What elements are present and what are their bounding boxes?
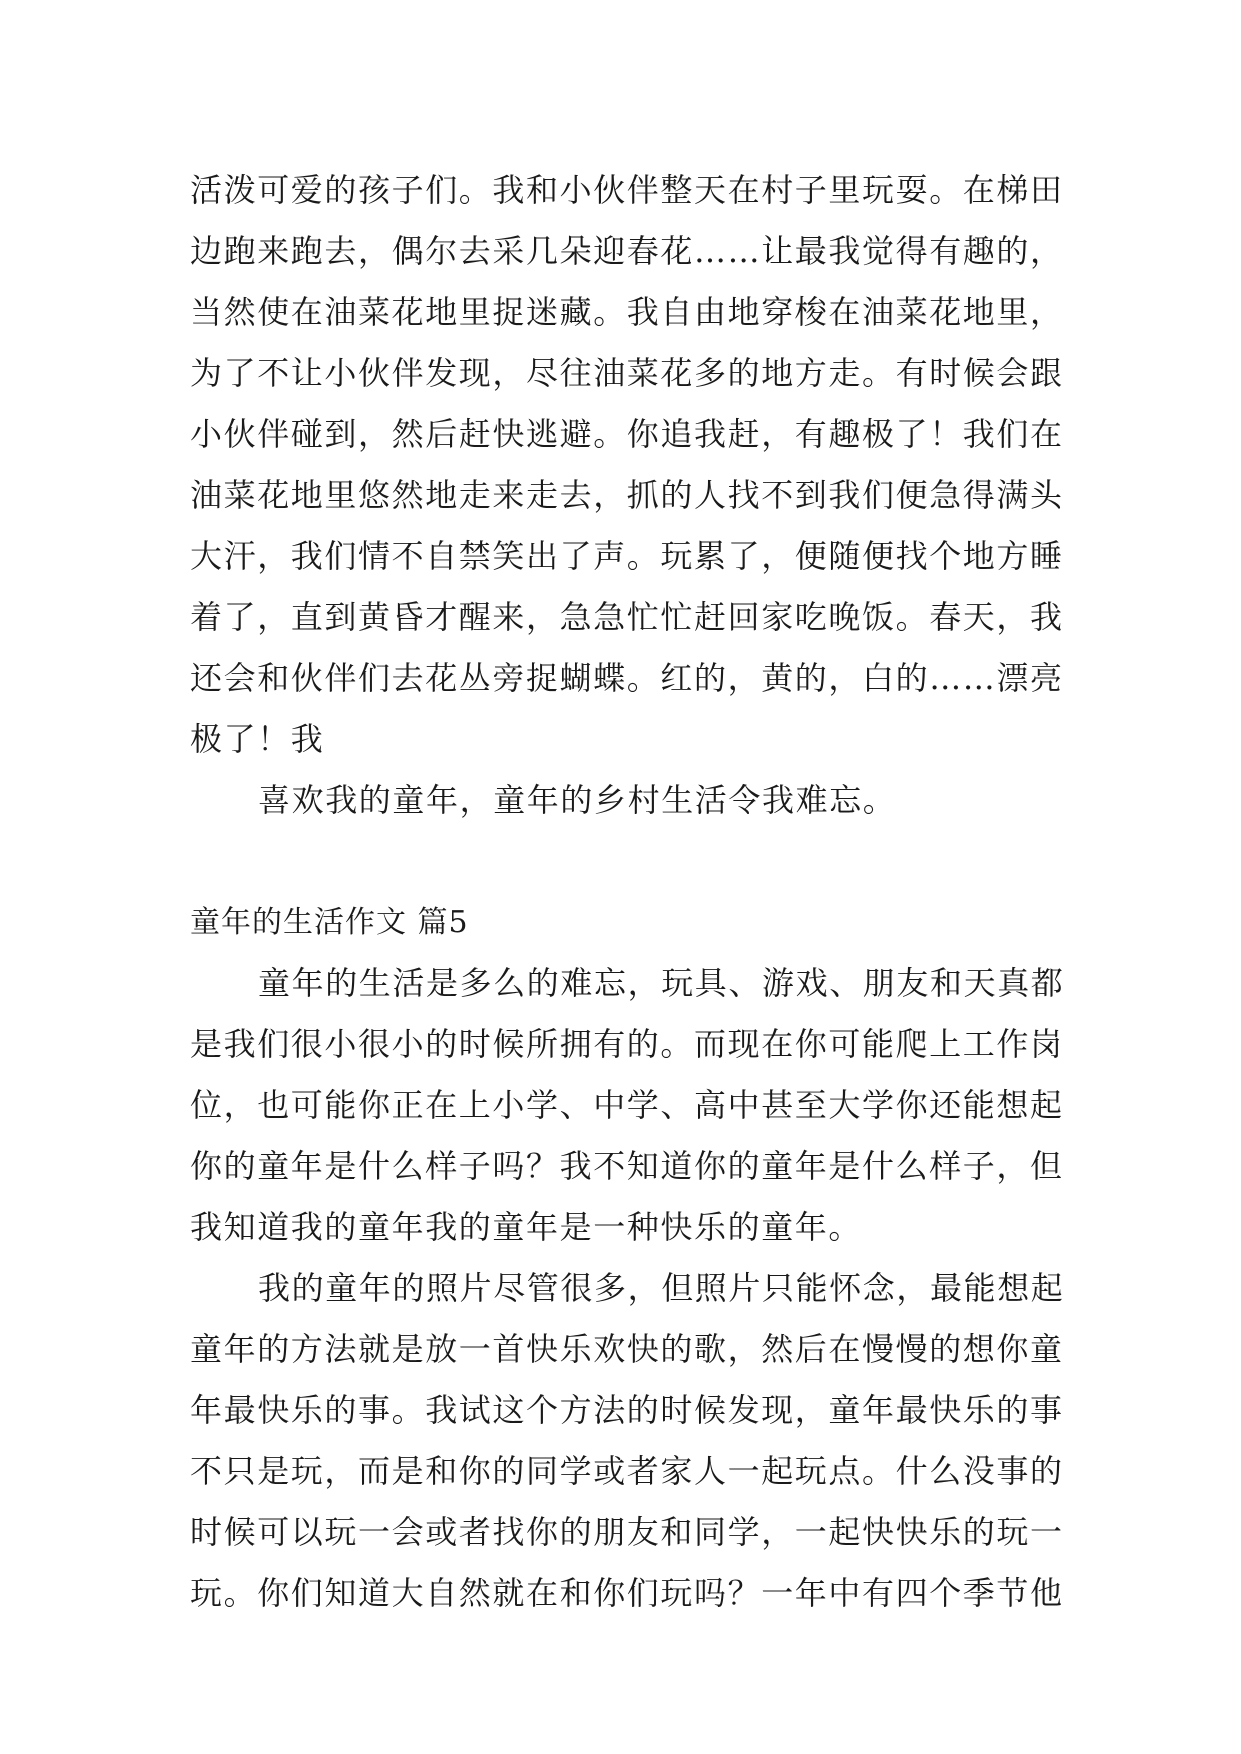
text-line: 童年的生活是多么的难忘，玩具、游戏、朋友和天真都 [258,964,1065,1002]
text-line: 油菜花地里悠然地走来走去，抓的人找不到我们便急得满头 [190,476,1064,514]
text-line: 极了！我 [190,720,325,758]
paragraph-1 [190,953,1065,1258]
text-line: 我知道我的童年我的童年是一种快乐的童年。 [190,1208,863,1246]
text-line: 还会和伙伴们去花丛旁捉蝴蝶。红的，黄的，白的……漂亮 [190,659,1064,697]
text-line: 玩。你们知道大自然就在和你们玩吗？一年中有四个季节他 [190,1574,1064,1612]
text-line: 位，也可能你正在上小学、中学、高中甚至大学你还能想起 [190,1086,1064,1124]
text-line: 着了，直到黄昏才醒来，急急忙忙赶回家吃晚饭。春天，我 [190,598,1064,636]
text-line: 大汗，我们情不自禁笑出了声。玩累了，便随便找个地方睡 [190,537,1064,575]
text-line: 活泼可爱的孩子们。我和小伙伴整天在村子里玩耍。在梯田 [190,171,1064,209]
text-line: 我的童年的照片尽管很多，但照片只能怀念，最能想起 [258,1269,1065,1307]
text-line: 为了不让小伙伴发现，尽往油菜花多的地方走。有时候会跟 [190,354,1064,392]
text-line: 你的童年是什么样子吗？我不知道你的童年是什么样子，但 [190,1147,1064,1185]
text-line: 年最快乐的事。我试这个方法的时候发现，童年最快乐的事 [190,1391,1064,1429]
document-page [190,160,1065,1624]
text-line: 喜欢我的童年，童年的乡村生活令我难忘。 [258,781,897,819]
section-gap [190,831,1060,892]
paragraph-closing [190,770,1060,831]
text-line: 不只是玩，而是和你的同学或者家人一起玩点。什么没事的 [190,1452,1064,1490]
text-line: 当然使在油菜花地里捉迷藏。我自由地穿梭在油菜花地里， [190,293,1064,331]
paragraph-continued [190,160,1064,770]
text-line: 童年的方法就是放一首快乐欢快的歌，然后在慢慢的想你童 [190,1330,1064,1368]
text-line: 小伙伴碰到，然后赶快逃避。你追我赶，有趣极了！我们在 [190,415,1064,453]
text-line: 时候可以玩一会或者找你的朋友和同学，一起快快乐的玩一 [190,1513,1064,1551]
text-line: 是我们很小很小的时候所拥有的。而现在你可能爬上工作岗 [190,1025,1064,1063]
text-line: 边跑来跑去，偶尔去采几朵迎春花……让最我觉得有趣的， [190,232,1064,270]
paragraph-2 [190,1258,1065,1624]
section-heading: 童年的生活作文 篇5 [190,905,469,940]
